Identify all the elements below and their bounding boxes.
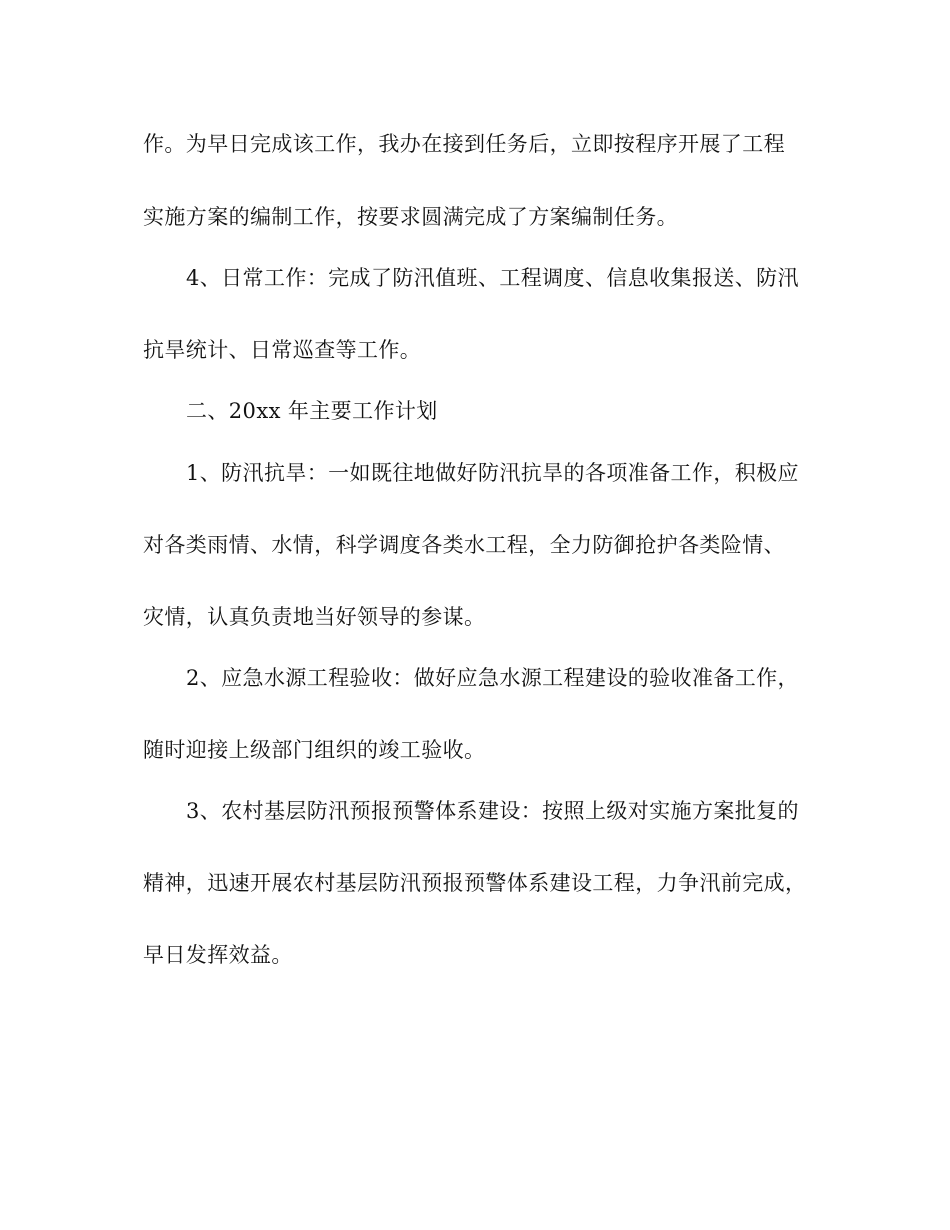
plan-3-line-1: 3、农村基层防汛预报预警体系建设：按照上级对实施方案批复的: [186, 799, 799, 823]
item-4-line-1: 4、日常工作：完成了防汛值班、工程调度、信息收集报送、防汛: [186, 266, 799, 290]
plan-3-line-2: 精神，迅速开展农村基层防汛预报预警体系建设工程，力争汛前完成，: [143, 871, 807, 895]
body-line-2: 实施方案的编制工作，按要求圆满完成了方案编制任务。: [143, 205, 678, 229]
plan-2-line-2: 随时迎接上级部门组织的竣工验收。: [143, 738, 486, 762]
section-heading: 二、20xx 年主要工作计划: [186, 399, 438, 423]
plan-1-line-1: 1、防汛抗旱：一如既往地做好防汛抗旱的各项准备工作，积极应: [186, 461, 799, 485]
plan-1-line-2: 对各类雨情、水情，科学调度各类水工程，全力防御抢护各类险情、: [143, 533, 785, 557]
plan-3-line-3: 早日发挥效益。: [143, 943, 293, 967]
plan-1-line-3: 灾情，认真负责地当好领导的参谋。: [143, 605, 486, 629]
plan-2-line-1: 2、应急水源工程验收：做好应急水源工程建设的验收准备工作，: [186, 666, 799, 690]
body-line-1: 作。为早日完成该工作，我办在接到任务后，立即按程序开展了工程: [143, 132, 785, 156]
item-4-line-2: 抗旱统计、日常巡查等工作。: [143, 338, 422, 362]
